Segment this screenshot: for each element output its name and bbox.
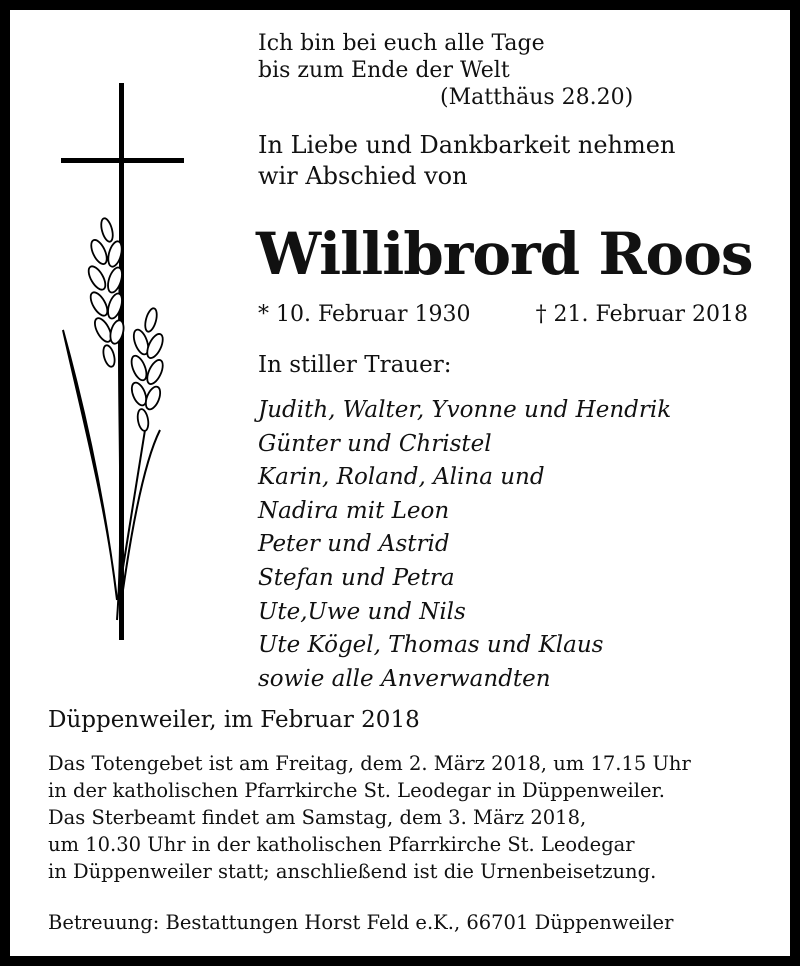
intro-line-2: wir Abschied von [258, 162, 468, 190]
family-list [258, 394, 671, 696]
deceased-name: Willibrord Roos [256, 220, 753, 288]
verse-reference: (Matthäus 28.20) [440, 85, 634, 110]
family-line: Günter und Christel [258, 430, 492, 457]
bible-verse [258, 30, 633, 111]
details-line: um 10.30 Uhr in der katholischen Pfarrkirche St. Leodegar [48, 833, 635, 856]
family-line: Nadira mit Leon [258, 497, 450, 524]
place-and-date: Düppenweiler, im Februar 2018 [48, 707, 420, 733]
details-line: Das Sterbeamt findet am Samstag, dem 3. März 2018, [48, 806, 587, 829]
undertaker-info: Betreuung: Bestattungen Horst Feld e.K., 66701 Düppenweiler [48, 911, 674, 934]
death-date: † 21. Februar 2018 [535, 302, 748, 327]
verse-line-1: Ich bin bei euch alle Tage [258, 31, 545, 56]
family-line: Stefan und Petra [258, 564, 455, 591]
details-line: in der katholischen Pfarrkirche St. Leodegar in Düppenweiler. [48, 779, 665, 802]
family-line: Peter und Astrid [258, 531, 450, 558]
family-line: Judith, Walter, Yvonne und Hendrik [258, 397, 672, 423]
cross-with-wheat-icon [55, 80, 195, 650]
mourning-label: In stiller Trauer: [258, 352, 452, 378]
family-line: Ute,Uwe und Nils [258, 598, 466, 625]
details-line: Das Totengebet ist am Freitag, dem 2. März 2018, um 17.15 Uhr [48, 752, 691, 775]
service-details [48, 750, 691, 885]
birth-date: * 10. Februar 1930 [258, 302, 471, 327]
details-line: in Düppenweiler statt; anschließend ist die Urnenbeisetzung. [48, 860, 657, 883]
verse-line-2: bis zum Ende der Welt [258, 58, 510, 83]
family-line: Karin, Roland, Alina und [258, 464, 545, 491]
family-line: Ute Kögel, Thomas und Klaus [258, 632, 604, 659]
intro-line-1: In Liebe und Dankbarkeit nehmen [258, 131, 676, 159]
family-line: sowie alle Anverwandten [258, 665, 551, 692]
intro-text [258, 130, 675, 192]
